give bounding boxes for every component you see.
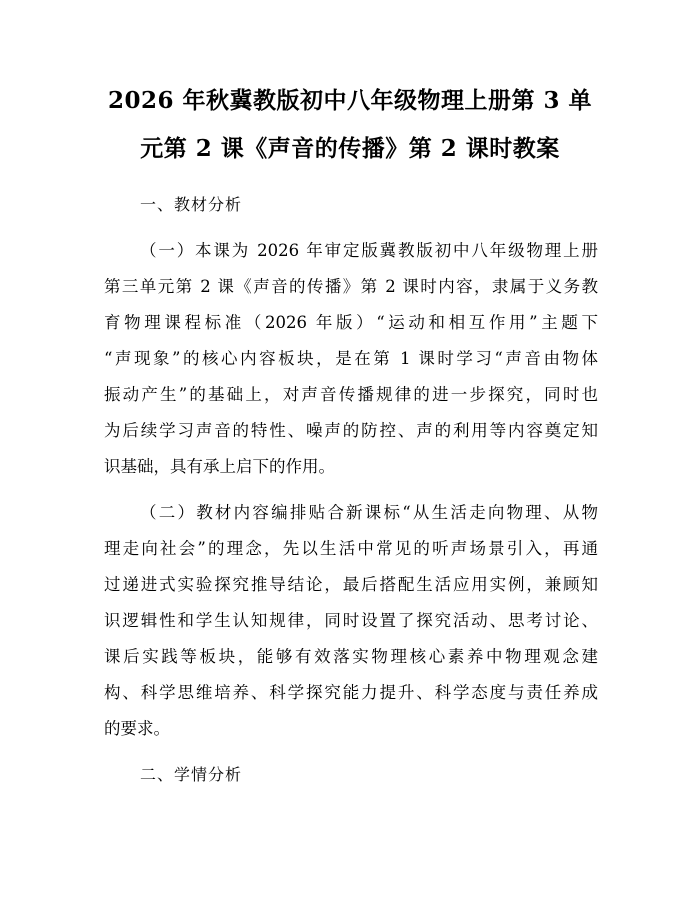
document-title-line-1: 2026 年秋冀教版初中八年级物理上册第 3 单 [107,87,593,114]
section-heading-learner-analysis: 二、学情分析 [140,765,243,784]
document-title-line-2: 元第 2 课《声音的传播》第 2 课时教案 [140,135,560,162]
paragraph-1-line: （一）本课为 2026 年审定版冀教版初中八年级物理上册 [140,241,598,260]
paragraph-2-line: 过递进式实验探究推导结论，最后搭配生活应用实例，兼顾知 [104,575,598,594]
paragraph-1-line: 育物理课程标准（2026 年版）“运动和相互作用”主题下 [104,313,598,332]
paragraph-1-line: 为后续学习声音的特性、噪声的防控、声的利用等内容奠定知 [104,421,598,440]
paragraph-2-line: （二）教材内容编排贴合新课标“从生活走向物理、从物 [140,503,598,522]
paragraph-2-line: 构、科学思维培养、科学探究能力提升、科学态度与责任养成 [104,683,598,702]
paragraph-1-line: 第三单元第 2 课《声音的传播》第 2 课时内容，隶属于义务教 [104,277,598,296]
paragraph-1-line: “声现象”的核心内容板块，是在第 1 课时学习“声音由物体 [104,349,598,368]
paragraph-2-line: 课后实践等板块，能够有效落实物理核心素养中物理观念建 [104,647,598,666]
paragraph-1-line: 识基础，具有承上启下的作用。 [104,457,335,476]
paragraph-2-line: 识逻辑性和学生认知规律，同时设置了探究活动、思考讨论、 [104,611,598,630]
paragraph-2-line: 的要求。 [104,719,170,738]
paragraph-2-line: 理走向社会”的理念，先以生活中常见的听声场景引入，再通 [104,539,598,558]
section-heading-textbook-analysis: 一、教材分析 [140,195,243,214]
paragraph-1-line: 振动产生”的基础上，对声音传播规律的进一步探究，同时也 [104,385,598,404]
